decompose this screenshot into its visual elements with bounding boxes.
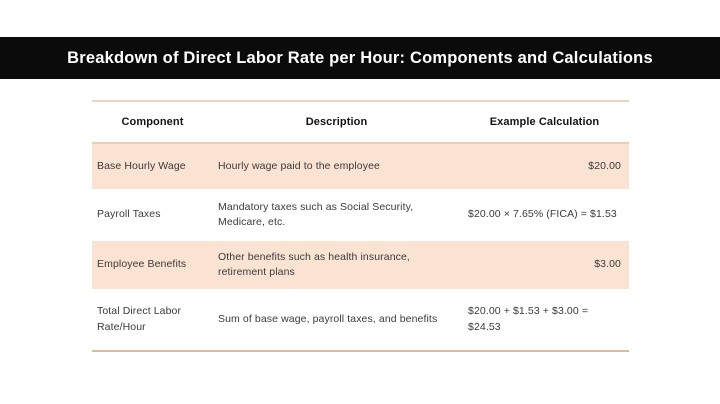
description-cell: Other benefits such as health insurance, retirement plans [213, 241, 460, 289]
table-header-row [92, 101, 629, 143]
column-header-component: Component [92, 101, 213, 143]
description-cell: Hourly wage paid to the employee [213, 143, 460, 189]
table-row [92, 189, 629, 241]
component-cell: Employee Benefits [92, 241, 213, 289]
table-row [92, 143, 629, 189]
table-row [92, 289, 629, 351]
component-cell: Total Direct Labor Rate/Hour [97, 305, 182, 333]
description-cell: Sum of base wage, payroll taxes, and benefits [218, 312, 438, 325]
column-header-example-calculation: Example Calculation [460, 101, 629, 143]
labor-rate-table [92, 100, 629, 352]
component-cell: Base Hourly Wage [92, 143, 213, 189]
description-cell: Mandatory taxes such as Social Security, Medicare, etc. [218, 200, 414, 228]
calculation-cell: $20.00 + $1.53 + $3.00 = $24.53 [468, 305, 589, 333]
labor-rate-table-container [92, 100, 629, 352]
column-header-description: Description [213, 101, 460, 143]
calculation-cell: $3.00 [460, 241, 629, 289]
page-title: Breakdown of Direct Labor Rate per Hour: Components and Calculations [67, 48, 653, 67]
calculation-cell: $20.00 × 7.65% (FICA) = $1.53 [468, 208, 617, 221]
table-row [92, 241, 629, 289]
title-bar [0, 37, 720, 79]
component-cell: Payroll Taxes [97, 208, 161, 221]
calculation-cell: $20.00 [460, 143, 629, 189]
